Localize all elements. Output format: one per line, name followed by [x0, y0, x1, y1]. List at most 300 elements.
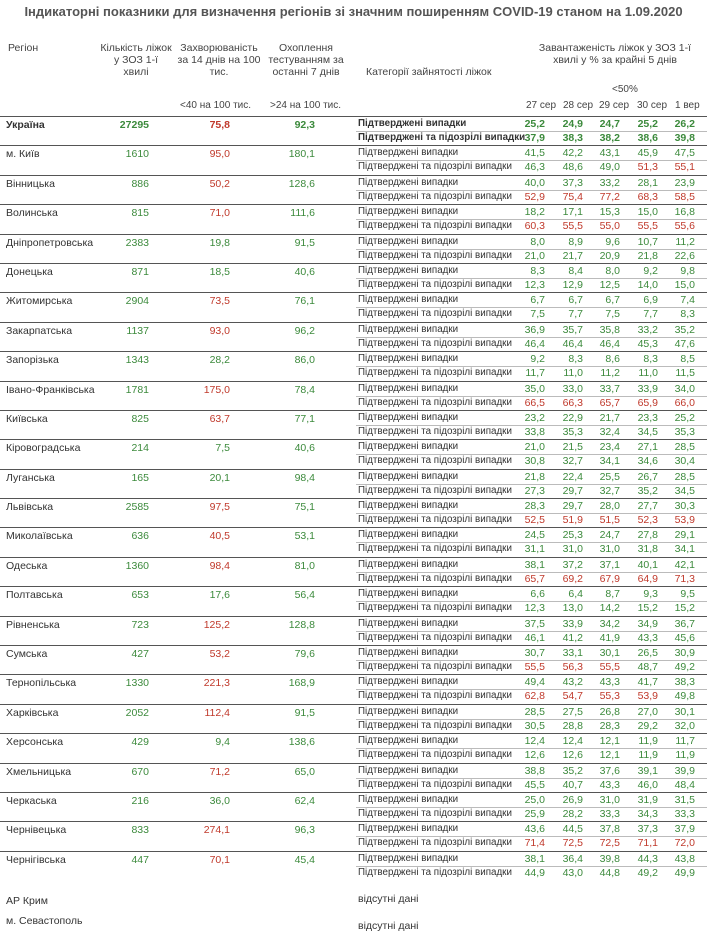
occupancy-value: 39,9	[674, 764, 695, 777]
occupancy-value: 22,6	[674, 249, 695, 262]
table-row	[0, 527, 707, 556]
occupancy-value: 66,3	[562, 396, 583, 409]
beds-value: 1330	[125, 677, 149, 690]
occupancy-value: 72,5	[562, 837, 583, 850]
beds-value: 825	[131, 412, 149, 425]
category-confirmed-suspected: Підтверджені та підозрілі випадки	[358, 220, 512, 232]
occupancy-value: 28,5	[524, 705, 545, 718]
occupancy-value: 75,4	[562, 190, 583, 203]
occupancy-value: 11,0	[563, 367, 583, 380]
occupancy-value: 11,7	[525, 367, 545, 380]
occupancy-value: 33,9	[637, 382, 658, 395]
occupancy-value: 30,5	[524, 719, 545, 732]
occupancy-value: 11,9	[638, 735, 658, 748]
region-name: Харківська	[6, 706, 59, 719]
date-header: 29 сер	[599, 100, 630, 111]
occupancy-value: 65,7	[524, 572, 545, 585]
occupancy-value: 37,9	[524, 132, 545, 144]
date-header: 1 вер	[675, 100, 700, 111]
occupancy-value: 11,9	[638, 749, 658, 762]
occupancy-value: 33,3	[599, 807, 620, 820]
occupancy-value: 25,2	[524, 118, 545, 130]
occupancy-value: 77,2	[599, 190, 620, 203]
testing-value: 92,3	[294, 119, 315, 131]
occupancy-value: 9,6	[605, 235, 620, 248]
table-row	[0, 586, 707, 615]
occupancy-value: 26,5	[637, 647, 658, 660]
occupancy-value: 35,3	[674, 425, 695, 438]
category-confirmed-suspected: Підтверджені та підозрілі випадки	[358, 132, 526, 143]
occupancy-value: 72,5	[599, 837, 620, 850]
occupancy-value: 27,7	[637, 500, 658, 513]
occupancy-value: 46,0	[637, 778, 658, 791]
occupancy-value: 34,0	[674, 382, 695, 395]
category-confirmed-suspected: Підтверджені та підозрілі випадки	[358, 249, 512, 261]
testing-value: 40,6	[294, 265, 315, 278]
occupancy-value: 30,1	[674, 705, 695, 718]
beds-value: 165	[131, 471, 149, 484]
occupancy-value: 37,5	[524, 617, 545, 630]
occupancy-value: 37,3	[562, 176, 583, 189]
occupancy-value: 9,8	[680, 264, 695, 277]
occupancy-value: 26,8	[599, 705, 620, 718]
occupancy-value: 22,4	[562, 470, 583, 483]
beds-value: 427	[131, 648, 149, 661]
header-occupancy: Завантаженість ліжок у ЗОЗ 1-ї хвилі у % за крайні 5 днів	[538, 42, 692, 66]
occupancy-value: 31,1	[524, 543, 545, 556]
category-confirmed-suspected: Підтверджені та підозрілі випадки	[358, 602, 512, 614]
category-confirmed: Підтверджені випадки	[358, 793, 459, 805]
occupancy-value: 27,5	[562, 705, 583, 718]
occupancy-value: 30,8	[524, 455, 545, 468]
category-confirmed: Підтверджені випадки	[358, 176, 459, 188]
table-row	[0, 292, 707, 321]
occupancy-value: 25,2	[674, 411, 695, 424]
occupancy-value: 21,5	[562, 441, 583, 454]
occupancy-value: 56,3	[562, 661, 583, 674]
occupancy-value: 37,6	[599, 764, 620, 777]
table-row	[0, 263, 707, 292]
category-confirmed: Підтверджені випадки	[358, 676, 459, 688]
occupancy-value: 8,5	[680, 353, 695, 366]
occupancy-value: 34,9	[637, 617, 658, 630]
occupancy-value: 11,0	[638, 367, 658, 380]
occupancy-value: 25,0	[524, 793, 545, 806]
occupancy-value: 36,4	[562, 852, 583, 865]
category-confirmed-suspected: Підтверджені та підозрілі випадки	[358, 631, 512, 643]
beds-value: 815	[131, 207, 149, 220]
region-name: Одеська	[6, 559, 48, 572]
occupancy-value: 43,3	[637, 631, 658, 644]
occupancy-value: 37,1	[599, 558, 620, 571]
occupancy-value: 38,1	[524, 558, 545, 571]
occupancy-value: 55,5	[599, 661, 620, 674]
occupancy-value: 28,2	[562, 807, 583, 820]
testing-value: 56,4	[294, 589, 315, 602]
table-row	[0, 704, 707, 733]
occupancy-value: 30,9	[674, 647, 695, 660]
incidence-value: 125,2	[203, 618, 230, 631]
testing-value: 96,3	[294, 824, 315, 837]
incidence-value: 75,8	[209, 119, 230, 131]
occupancy-value: 55,5	[524, 661, 545, 674]
category-confirmed: Підтверджені випадки	[358, 441, 459, 453]
testing-value: 65,0	[294, 765, 315, 778]
occupancy-value: 14,0	[637, 278, 658, 291]
occupancy-value: 36,7	[674, 617, 695, 630]
beds-value: 2904	[125, 295, 149, 308]
beds-value: 833	[131, 824, 149, 837]
occupancy-value: 8,7	[605, 588, 620, 601]
region-name: Чернівецька	[6, 824, 67, 837]
category-confirmed: Підтверджені випадки	[358, 735, 459, 747]
occupancy-value: 31,5	[674, 793, 695, 806]
occupancy-value: 46,1	[524, 631, 545, 644]
occupancy-value: 45,5	[524, 778, 545, 791]
occupancy-value: 55,3	[599, 690, 620, 703]
occupancy-value: 8,0	[530, 235, 545, 248]
occupancy-value: 31,0	[599, 543, 620, 556]
occupancy-value: 55,5	[562, 220, 583, 233]
occupancy-value: 24,9	[562, 118, 583, 130]
occupancy-value: 15,2	[637, 602, 658, 615]
category-confirmed-suspected: Підтверджені та підозрілі випадки	[358, 161, 512, 173]
occupancy-value: 12,6	[524, 749, 545, 762]
category-confirmed: Підтверджені випадки	[358, 588, 459, 600]
category-confirmed: Підтверджені випадки	[358, 147, 459, 159]
occupancy-value: 7,7	[568, 308, 583, 321]
occupancy-value: 12,4	[524, 735, 545, 748]
beds-value: 1610	[125, 148, 149, 161]
data-table	[0, 116, 707, 880]
region-name: Херсонська	[6, 736, 64, 749]
occupancy-value: 44,9	[524, 866, 545, 879]
occupancy-value: 8,3	[568, 353, 583, 366]
table-row	[0, 616, 707, 645]
incidence-value: 63,7	[209, 412, 230, 425]
occupancy-value: 35,8	[599, 323, 620, 336]
occupancy-value: 33,3	[674, 807, 695, 820]
testing-value: 53,1	[294, 530, 315, 543]
occupancy-value: 35,0	[524, 382, 545, 395]
occupancy-value: 65,7	[599, 396, 620, 409]
table-row	[0, 410, 707, 439]
occupancy-value: 30,4	[674, 455, 695, 468]
missing-note: відсутні дані	[358, 920, 419, 932]
occupancy-value: 31,0	[599, 793, 620, 806]
testing-value: 96,2	[294, 324, 315, 337]
occupancy-value: 7,4	[680, 294, 695, 307]
incidence-threshold: <40 на 100 тис.	[180, 100, 252, 111]
incidence-value: 175,0	[203, 383, 230, 396]
category-confirmed: Підтверджені випадки	[358, 411, 459, 423]
table-row	[0, 763, 707, 792]
beds-value: 214	[131, 442, 149, 455]
beds-value: 653	[131, 589, 149, 602]
occupancy-value: 21,8	[637, 249, 658, 262]
occupancy-value: 31,8	[637, 543, 658, 556]
occupancy-value: 48,6	[562, 161, 583, 174]
occupancy-value: 28,5	[674, 470, 695, 483]
occupancy-value: 25,3	[562, 529, 583, 542]
occupancy-value: 8,0	[605, 264, 620, 277]
occupancy-value: 49,4	[524, 676, 545, 689]
occupancy-value: 9,2	[530, 353, 545, 366]
occupancy-value: 8,4	[568, 264, 583, 277]
beds-value: 2585	[125, 501, 149, 514]
incidence-value: 95,0	[209, 148, 230, 161]
table-row	[0, 645, 707, 674]
occupancy-value: 12,4	[562, 735, 583, 748]
occupancy-value: 28,8	[562, 719, 583, 732]
occupancy-value: 26,9	[562, 793, 583, 806]
table-row	[0, 821, 707, 850]
category-confirmed: Підтверджені випадки	[358, 323, 459, 335]
occupancy-value: 7,7	[643, 308, 658, 321]
table-row	[0, 204, 707, 233]
testing-value: 168,9	[288, 677, 315, 690]
occupancy-value: 24,7	[599, 118, 620, 130]
occupancy-value: 46,4	[599, 337, 620, 350]
testing-threshold: >24 на 100 тис.	[270, 100, 342, 111]
testing-value: 76,1	[294, 295, 315, 308]
occupancy-value: 33,2	[637, 323, 658, 336]
category-confirmed-suspected: Підтверджені та підозрілі випадки	[358, 190, 512, 202]
occupancy-value: 38,6	[637, 132, 658, 144]
category-confirmed-suspected: Підтверджені та підозрілі випадки	[358, 837, 512, 849]
occupancy-value: 43,2	[562, 676, 583, 689]
occupancy-value: 55,0	[599, 220, 620, 233]
testing-value: 78,4	[294, 383, 315, 396]
occupancy-value: 40,1	[637, 558, 658, 571]
occupancy-value: 31,9	[637, 793, 658, 806]
occupancy-value: 49,2	[637, 866, 658, 879]
occupancy-value: 62,8	[524, 690, 545, 703]
testing-value: 79,6	[294, 648, 315, 661]
occupancy-value: 28,3	[599, 719, 620, 732]
beds-value: 1360	[125, 559, 149, 572]
occupancy-value: 8,6	[605, 353, 620, 366]
occupancy-value: 17,1	[562, 206, 583, 219]
occupancy-value: 29,7	[562, 500, 583, 513]
occupancy-value: 40,7	[562, 778, 583, 791]
occupancy-value: 55,1	[674, 161, 695, 174]
occupancy-value: 38,3	[562, 132, 583, 144]
header-incidence: Захворюваність за 14 днів на 100 тис.	[177, 42, 261, 78]
occupancy-value: 39,8	[674, 132, 695, 144]
testing-value: 40,6	[294, 442, 315, 455]
occupancy-value: 38,2	[599, 132, 620, 144]
beds-value: 1343	[125, 354, 149, 367]
occupancy-value: 39,8	[599, 852, 620, 865]
incidence-value: 50,2	[209, 177, 230, 190]
testing-value: 45,4	[294, 853, 315, 866]
beds-value: 871	[131, 265, 149, 278]
category-confirmed-suspected: Підтверджені та підозрілі випадки	[358, 690, 512, 702]
occupancy-value: 45,6	[674, 631, 695, 644]
category-confirmed-suspected: Підтверджені та підозрілі випадки	[358, 807, 512, 819]
occupancy-value: 33,9	[562, 617, 583, 630]
occupancy-value: 55,6	[674, 220, 695, 233]
occupancy-value: 46,4	[562, 337, 583, 350]
occupancy-value: 34,5	[674, 484, 695, 497]
region-name: Житомирська	[6, 295, 73, 308]
beds-value: 636	[131, 530, 149, 543]
occupancy-value: 65,9	[637, 396, 658, 409]
occupancy-value: 49,8	[674, 690, 695, 703]
occupancy-value: 41,2	[562, 631, 583, 644]
occupancy-value: 51,5	[599, 514, 620, 527]
occupancy-value: 13,0	[562, 602, 583, 615]
table-row	[0, 234, 707, 263]
occupancy-value: 64,9	[637, 572, 658, 585]
occupancy-value: 29,1	[674, 529, 695, 542]
testing-value: 62,4	[294, 794, 315, 807]
category-confirmed-suspected: Підтверджені та підозрілі випадки	[358, 396, 512, 408]
occupancy-value: 67,9	[599, 572, 620, 585]
occupancy-value: 27,8	[637, 529, 658, 542]
occupancy-value: 6,7	[605, 294, 620, 307]
region-name: Закарпатська	[6, 324, 73, 337]
region-name: Івано-Франківська	[6, 383, 95, 396]
region-name: Київська	[6, 412, 48, 425]
category-confirmed-suspected: Підтверджені та підозрілі випадки	[358, 514, 512, 526]
category-confirmed: Підтверджені випадки	[358, 823, 459, 835]
occupancy-value: 26,2	[674, 118, 695, 130]
occupancy-value: 21,0	[524, 249, 545, 262]
occupancy-value: 44,8	[599, 866, 620, 879]
occupancy-value: 12,6	[562, 749, 583, 762]
occupancy-value: 41,9	[599, 631, 620, 644]
occupancy-value: 32,7	[599, 484, 620, 497]
occupancy-value: 47,6	[674, 337, 695, 350]
occupancy-value: 35,2	[674, 323, 695, 336]
incidence-value: 40,5	[209, 530, 230, 543]
occupancy-value: 22,9	[562, 411, 583, 424]
category-confirmed: Підтверджені випадки	[358, 852, 459, 864]
occupancy-value: 30,1	[599, 647, 620, 660]
occupancy-value: 18,2	[524, 206, 545, 219]
occupancy-value: 43,6	[524, 823, 545, 836]
occupancy-value: 21,7	[562, 249, 583, 262]
occupancy-threshold: <50%	[612, 84, 638, 95]
testing-value: 180,1	[288, 148, 315, 161]
category-confirmed-suspected: Підтверджені та підозрілі випадки	[358, 778, 512, 790]
region-name: Хмельницька	[6, 765, 72, 778]
occupancy-value: 46,4	[524, 337, 545, 350]
occupancy-value: 66,0	[674, 396, 695, 409]
occupancy-value: 47,5	[674, 147, 695, 160]
beds-value: 2383	[125, 236, 149, 249]
table-row	[0, 381, 707, 410]
header-testing: Охоплення тестуванням за останні 7 днів	[268, 42, 344, 78]
occupancy-value: 7,5	[530, 308, 545, 321]
occupancy-value: 6,9	[643, 294, 658, 307]
occupancy-value: 52,3	[637, 514, 658, 527]
occupancy-value: 35,2	[562, 764, 583, 777]
occupancy-value: 32,7	[562, 455, 583, 468]
table-row	[0, 116, 707, 145]
occupancy-value: 34,6	[637, 455, 658, 468]
occupancy-value: 43,8	[674, 852, 695, 865]
region-name: Черкаська	[6, 794, 57, 807]
category-confirmed: Підтверджені випадки	[358, 264, 459, 276]
beds-value: 723	[131, 618, 149, 631]
occupancy-value: 26,7	[637, 470, 658, 483]
category-confirmed: Підтверджені випадки	[358, 529, 459, 541]
occupancy-value: 25,5	[599, 470, 620, 483]
missing-note: відсутні дані	[358, 893, 419, 905]
occupancy-value: 11,5	[675, 367, 695, 380]
beds-value: 670	[131, 765, 149, 778]
occupancy-value: 15,0	[637, 206, 658, 219]
occupancy-value: 33,8	[524, 425, 545, 438]
table-row	[0, 322, 707, 351]
occupancy-value: 42,1	[674, 558, 695, 571]
table-row	[0, 733, 707, 762]
occupancy-value: 6,4	[568, 588, 583, 601]
incidence-value: 9,4	[215, 736, 230, 749]
category-confirmed-suspected: Підтверджені та підозрілі випадки	[358, 719, 512, 731]
occupancy-value: 11,2	[600, 367, 620, 380]
occupancy-value: 68,3	[637, 190, 658, 203]
occupancy-value: 28,1	[637, 176, 658, 189]
occupancy-value: 33,0	[562, 382, 583, 395]
occupancy-value: 45,3	[637, 337, 658, 350]
occupancy-value: 12,3	[524, 602, 545, 615]
beds-value: 1137	[126, 324, 149, 337]
occupancy-value: 52,9	[524, 190, 545, 203]
occupancy-value: 40,0	[524, 176, 545, 189]
occupancy-value: 32,0	[674, 719, 695, 732]
occupancy-value: 21,0	[524, 441, 545, 454]
occupancy-value: 29,2	[637, 719, 658, 732]
region-name: Волинська	[6, 207, 58, 220]
occupancy-value: 28,0	[599, 500, 620, 513]
occupancy-value: 15,3	[599, 206, 620, 219]
incidence-value: 71,0	[209, 207, 230, 220]
occupancy-value: 12,1	[599, 735, 620, 748]
category-confirmed-suspected: Підтверджені та підозрілі випадки	[358, 543, 512, 555]
region-name: Україна	[6, 119, 45, 131]
occupancy-value: 6,6	[530, 588, 545, 601]
testing-value: 81,0	[294, 559, 315, 572]
occupancy-value: 12,3	[524, 278, 545, 291]
occupancy-value: 9,3	[643, 588, 658, 601]
beds-value: 27295	[119, 119, 149, 131]
region-name: Донецька	[6, 265, 53, 278]
table-row	[0, 351, 707, 380]
incidence-value: 93,0	[209, 324, 230, 337]
region-name: Вінницька	[6, 177, 55, 190]
missing-region: м. Севастополь	[6, 915, 83, 927]
occupancy-value: 34,1	[674, 543, 695, 556]
occupancy-value: 52,5	[524, 514, 545, 527]
occupancy-value: 35,3	[562, 425, 583, 438]
category-confirmed: Підтверджені випадки	[358, 617, 459, 629]
category-confirmed-suspected: Підтверджені та підозрілі випадки	[358, 308, 512, 320]
incidence-value: 20,1	[209, 471, 230, 484]
occupancy-value: 6,7	[530, 294, 545, 307]
occupancy-value: 20,9	[599, 249, 620, 262]
region-name: Луганська	[6, 471, 55, 484]
region-name: Полтавська	[6, 589, 63, 602]
region-name: Чернігівська	[6, 853, 66, 866]
occupancy-value: 23,9	[674, 176, 695, 189]
occupancy-value: 37,9	[674, 823, 695, 836]
occupancy-value: 58,5	[674, 190, 695, 203]
category-confirmed: Підтверджені випадки	[358, 118, 467, 129]
